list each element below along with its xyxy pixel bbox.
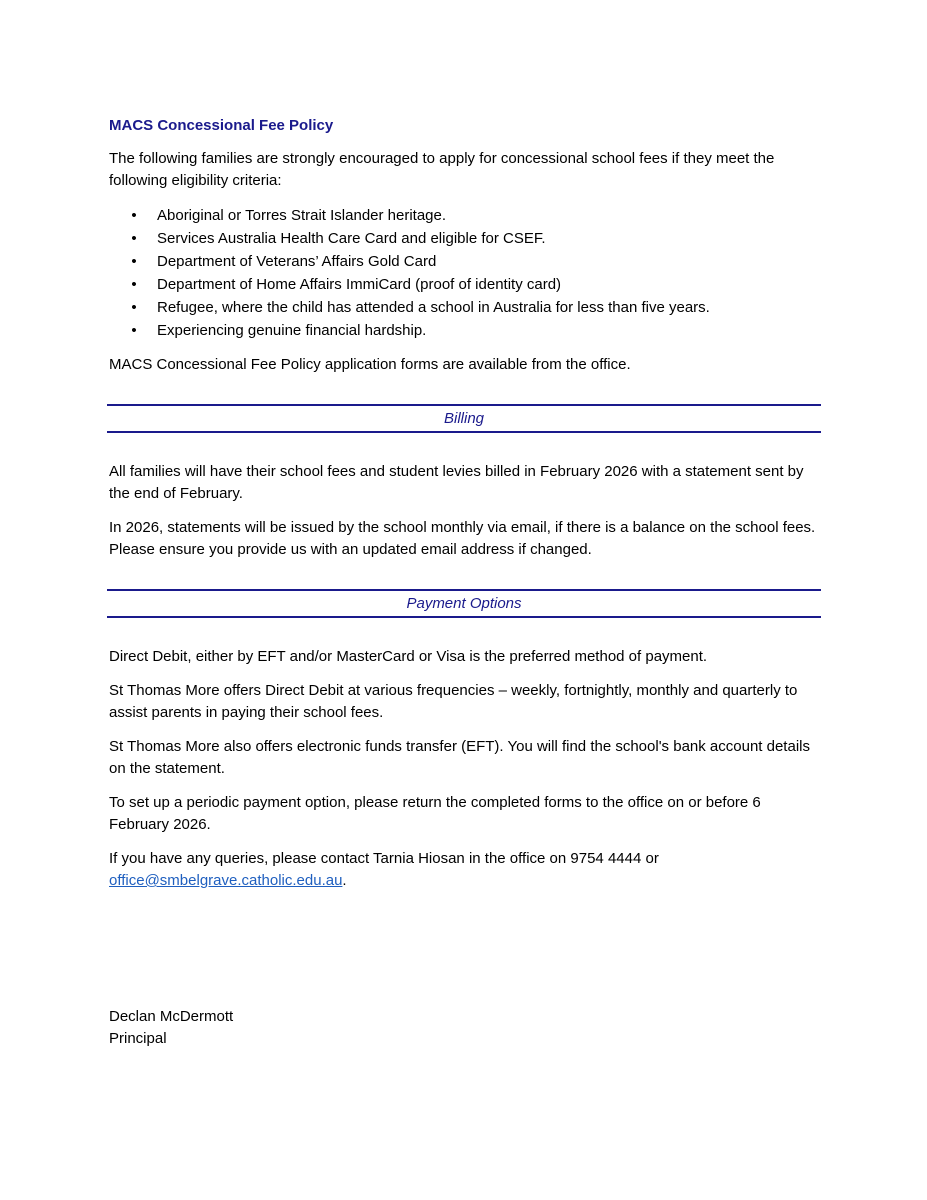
criteria-text: Department of Veterans’ Affairs Gold Card: [157, 253, 437, 270]
bullet-icon: •: [131, 253, 137, 270]
criteria-text: Refugee, where the child has attended a school in Australia for less than five years.: [157, 299, 710, 316]
bullet-icon: •: [131, 299, 137, 316]
payment-paragraph: St Thomas More also offers electronic funds transfer (EFT). You will find the school's bank account details on the statement.: [109, 738, 810, 777]
concessional-intro: The following families are strongly encouraged to apply for concessional school fees if they meet the following eligibility criteria:: [109, 150, 775, 189]
signatory-name: Declan McDermott: [109, 1008, 234, 1025]
billing-paragraph: All families will have their school fees and student levies billed in February 2026 with a statement sent by the end of February.: [109, 463, 804, 502]
bullet-icon: •: [131, 322, 137, 339]
list-item: [109, 204, 821, 227]
list-item: [109, 227, 821, 250]
criteria-text: Department of Home Affairs ImmiCard (proof of identity card): [157, 276, 562, 293]
signatory-role: Principal: [109, 1030, 167, 1047]
billing-title: Billing: [443, 410, 485, 427]
contact-email-link[interactable]: office@smbelgrave.catholic.edu.au: [109, 872, 343, 889]
bullet-icon: •: [131, 207, 137, 224]
billing-section-header: [107, 404, 821, 433]
contact-paragraph: [109, 848, 821, 892]
document-content: [109, 116, 821, 1050]
list-item: [109, 296, 821, 319]
list-item: [109, 273, 821, 296]
bullet-icon: •: [131, 276, 137, 293]
list-item: [109, 319, 821, 342]
payment-section-header: [107, 589, 821, 618]
criteria-text: Services Australia Health Care Card and eligible for CSEF.: [157, 230, 546, 247]
concessional-heading: MACS Concessional Fee Policy: [109, 117, 334, 134]
list-item: [109, 250, 821, 273]
payment-paragraph: Direct Debit, either by EFT and/or MasterCard or Visa is the preferred method of payment.: [109, 648, 708, 665]
payment-title: Payment Options: [406, 595, 522, 612]
payment-paragraph: To set up a periodic payment option, please return the completed forms to the office on or before 6 February 2026.: [109, 794, 761, 833]
payment-paragraph: St Thomas More offers Direct Debit at various frequencies – weekly, fortnightly, monthly and quarterly to assist parents in paying their school fees.: [109, 682, 798, 721]
bullet-icon: •: [131, 230, 137, 247]
contact-text: If you have any queries, please contact Tarnia Hiosan in the office on 9754 4444 or: [109, 850, 659, 867]
signature-block: [109, 1006, 821, 1050]
contact-end: .: [342, 872, 347, 889]
criteria-text: Aboriginal or Torres Strait Islander heritage.: [157, 207, 447, 224]
concessional-forms-note: MACS Concessional Fee Policy application forms are available from the office.: [109, 356, 631, 373]
billing-paragraph: In 2026, statements will be issued by the school monthly via email, if there is a balance on the school fees. Please ensure you provide us with an updated email address if changed.: [109, 519, 816, 558]
eligibility-criteria-list: [109, 204, 821, 342]
criteria-text: Experiencing genuine financial hardship.: [157, 322, 427, 339]
